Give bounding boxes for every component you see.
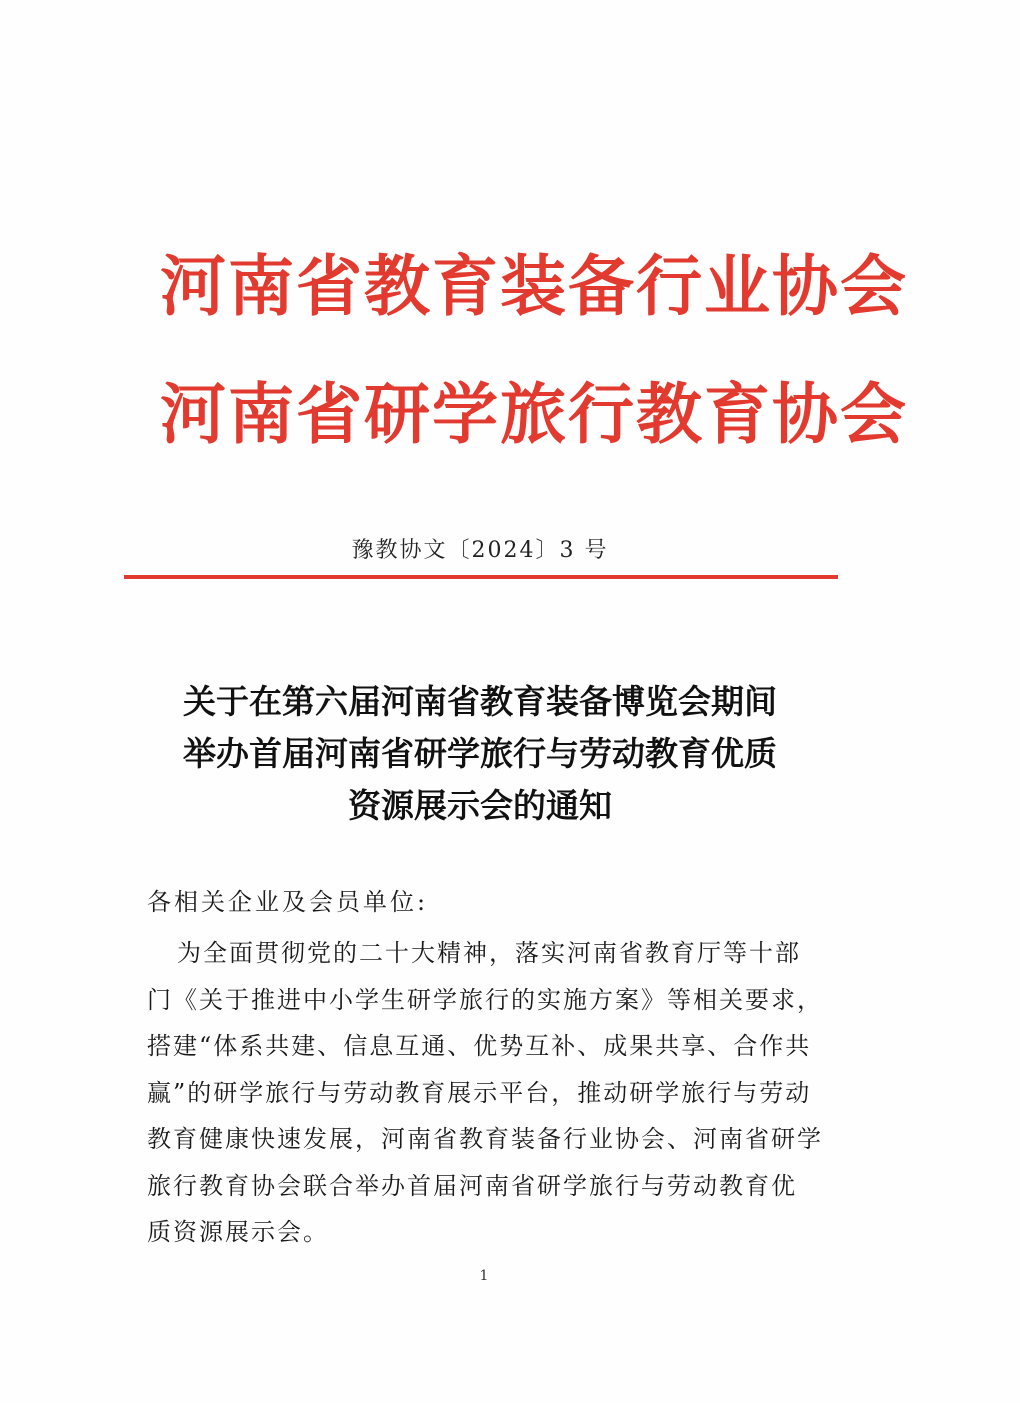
document-number: 豫教协文〔2024〕3 号 <box>351 538 609 563</box>
title-line: 举办首届河南省研学旅行与劳动教育优质 <box>183 734 777 773</box>
salutation: 各相关企业及会员单位: <box>147 888 429 916</box>
body-line: 赢”的研学旅行与劳动教育展示平台，推动研学旅行与劳动 <box>147 1078 812 1107</box>
body-line: 搭建“体系共建、信息互通、优势互补、成果共享、合作共 <box>147 1032 812 1060</box>
title-line: 资源展示会的通知 <box>348 786 612 825</box>
body-line: 门《关于推进中小学生研学旅行的实施方案》等相关要求， <box>147 985 823 1014</box>
issuing-organization-2: 河南省研学旅行教育协会 <box>160 375 908 453</box>
body-line: 教育健康快速发展，河南省教育装备行业协会、河南省研学 <box>147 1125 823 1153</box>
body-line: 为全面贯彻党的二十大精神，落实河南省教育厅等十部 <box>177 939 801 967</box>
red-divider-line <box>124 575 838 579</box>
body-paragraph <box>147 930 827 1256</box>
body-line: 质资源展示会。 <box>147 1218 329 1246</box>
page-number: 1 <box>479 1268 489 1284</box>
title-line: 关于在第六届河南省教育装备博览会期间 <box>183 682 777 721</box>
issuing-organization-1: 河南省教育装备行业协会 <box>160 247 908 325</box>
document-title <box>120 676 840 832</box>
body-line: 旅行教育协会联合举办首届河南省研学旅行与劳动教育优 <box>147 1171 797 1200</box>
